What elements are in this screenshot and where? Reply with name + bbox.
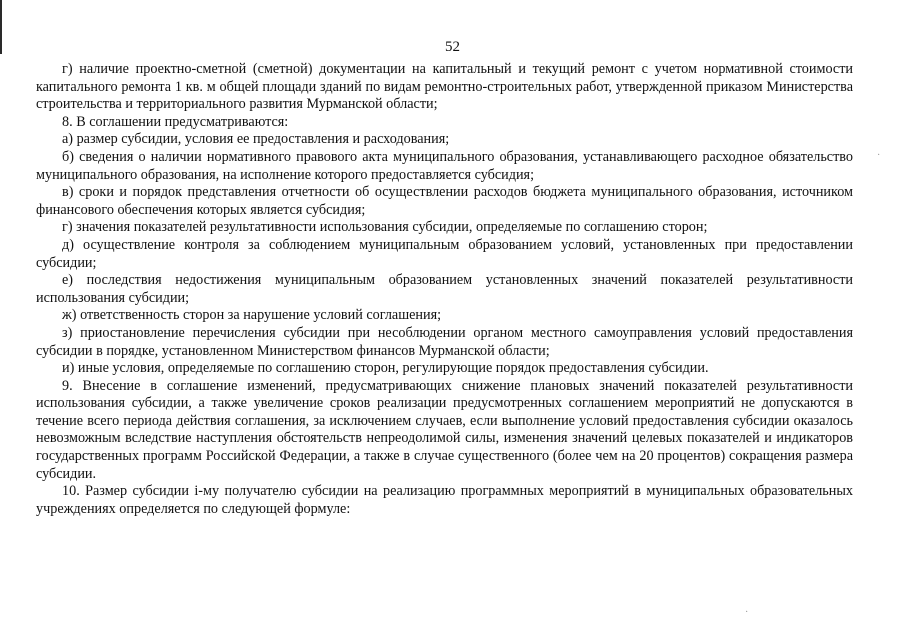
paragraph-8b-normative-act: б) сведения о наличии нормативного правового акта муниципального образования, устанавливающего расходное обязательство муниципального образования, на исполнение которого предоставляется субсидия; [36, 148, 853, 183]
paragraph-8d-control: д) осуществление контроля за соблюдением муниципальным образованием условий, установленных при предоставлении субсидии; [36, 236, 853, 271]
paragraph-8-agreement-provisions: 8. В соглашении предусматриваются: [62, 113, 289, 130]
paragraph-8i-other-conditions: и) иные условия, определяемые по соглашению сторон, регулирующие порядок предоставления субсидии. [62, 360, 709, 377]
page-number: 52 [445, 39, 460, 55]
paragraph-8v-reporting: в) сроки и порядок представления отчетности об осуществлении расходов бюджета муниципального образования, источником финансового обеспечения которых является субсидия; [36, 184, 853, 218]
paragraph-9-amendments: 9. Внесение в соглашение изменений, предусматривающих снижение плановых значений показателей результативности использования субсидии, а также увеличение сроков реализации предусмотренных соглашением мероприятий не допускаются в течение всего периода действия соглашения, за исключением случаев, если выполнение условий предоставления субсидии оказалось невозможным вследствие наступления обстоятельств непреодолимой силы, изменения значений целевых показателей и индикаторов государственных программ Российской Федерации, а также в случае существенного (более чем на 20 процентов) сокращения размера субсидии. [36, 377, 853, 482]
paragraph-g-project-documentation: г) наличие проектно-сметной (сметной) документации на капитальный и текущий ремонт с учетом нормативной стоимости капитального ремонта 1 кв. м общей площади зданий по видам ремонтно-строительных работ, утвержденной приказом Министерства строительства и территориального развития Мурманской области; [36, 61, 853, 113]
paragraph-8e-consequences: е) последствия недостижения муниципальным образованием установленных значений показателей результативности использования субсидии; [36, 272, 853, 306]
paragraph-8z-suspension: з) приостановление перечисления субсидии при несоблюдении органом местного самоуправления условий предоставления субсидии в порядке, установленном Министерством финансов Мурманской области; [36, 324, 853, 359]
document-body [36, 61, 853, 518]
paragraph-8a-subsidy-size: а) размер субсидии, условия ее предоставления и расходования; [62, 131, 450, 148]
paragraph-8zh-responsibility: ж) ответственность сторон за нарушение условий соглашения; [62, 307, 442, 324]
scan-speck: · [877, 150, 881, 161]
paragraph-8g-indicators: г) значения показателей результативности использования субсидии, определяемые по соглашению сторон; [62, 219, 708, 236]
paragraph-10-subsidy-formula: 10. Размер субсидии i-му получателю субсидии на реализацию программных мероприятий в муниципальных образовательных учреждениях определяется по следующей формуле: [36, 483, 853, 517]
scan-speck: · [745, 607, 749, 618]
